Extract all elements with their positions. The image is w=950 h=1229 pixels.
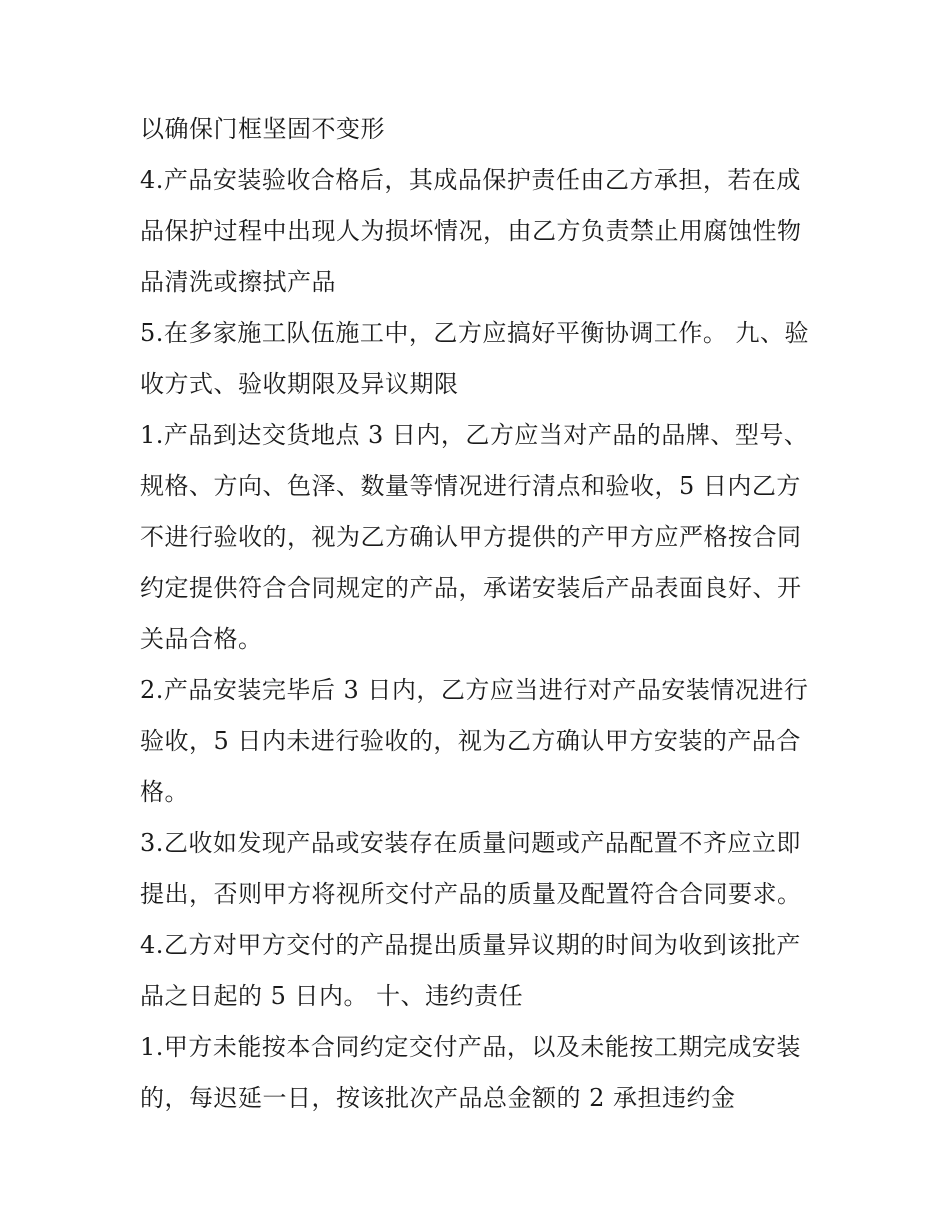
text-line: 3.乙收如发现产品或安装存在质量问题或产品配置不齐应立即 (140, 829, 801, 857)
text-line: 4.产品安装验收合格后，其成品保护责任由乙方承担，若在成 (140, 166, 801, 194)
text-line: 格。 (140, 778, 189, 806)
text-line: 收方式、验收期限及异议期限 (140, 370, 459, 398)
text-line: 的，每迟延一日，按该批次产品总金额的 2 承担违约金 (140, 1084, 736, 1112)
text-line: 1.甲方未能按本合同约定交付产品，以及未能按工期完成安装 (140, 1033, 801, 1061)
text-line: 提出，否则甲方将视所交付产品的质量及配置符合合同要求。 (140, 880, 802, 908)
text-line: 1.产品到达交货地点 3 日内，乙方应当对产品的品牌、型号、 (140, 421, 809, 449)
text-line: 2.产品安装完毕后 3 日内，乙方应当进行对产品安装情况进行 (140, 676, 809, 704)
text-line: 关品合格。 (140, 625, 263, 653)
text-line: 4.乙方对甲方交付的产品提出质量异议期的时间为收到该批产 (140, 931, 801, 959)
text-line: 品之日起的 5 日内。 十、违约责任 (140, 982, 524, 1010)
text-line: 品清洗或擦拭产品 (140, 268, 336, 296)
text-line: 规格、方向、色泽、数量等情况进行清点和验收，5 日内乙方 (140, 472, 801, 500)
text-line: 以确保门框坚固不变形 (140, 115, 385, 143)
document-body (140, 104, 820, 1124)
text-line: 验收，5 日内未进行验收的，视为乙方确认甲方安装的产品合 (140, 727, 801, 755)
text-line: 品保护过程中出现人为损坏情况，由乙方负责禁止用腐蚀性物 (140, 217, 802, 245)
text-line: 不进行验收的，视为乙方确认甲方提供的产甲方应严格按合同 (140, 523, 802, 551)
text-line: 5.在多家施工队伍施工中，乙方应搞好平衡协调工作。 九、验 (140, 319, 810, 347)
text-line: 约定提供符合合同规定的产品，承诺安装后产品表面良好、开 (140, 574, 802, 602)
